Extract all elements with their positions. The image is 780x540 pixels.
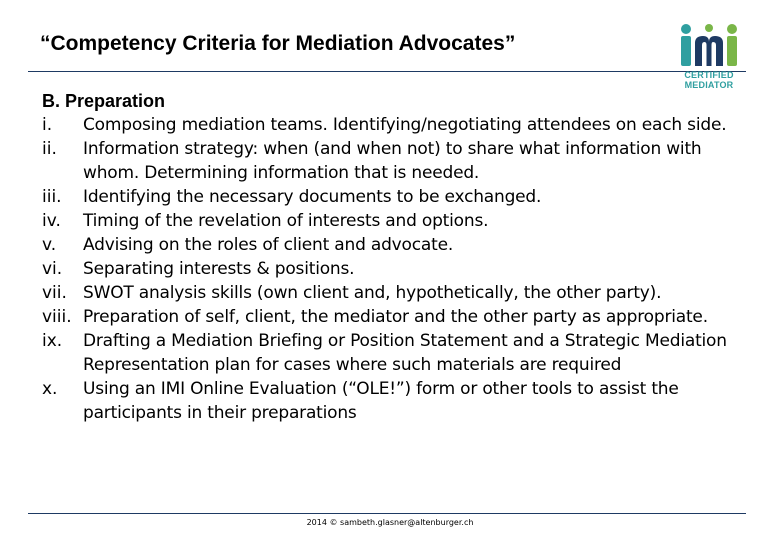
- item-text: Composing mediation teams. Identifying/negotiating attendees on each side.: [83, 115, 727, 135]
- item-text: Identifying the necessary documents to be exchanged.: [83, 187, 542, 207]
- item-number: ix.: [42, 331, 63, 351]
- item-number: v.: [42, 235, 57, 255]
- list-item: [42, 185, 757, 209]
- preparation-section: [42, 89, 757, 425]
- item-text: Using an IMI Online Evaluation (“OLE!”) form or other tools to assist the participants in their preparations: [83, 379, 679, 423]
- item-number: vii.: [42, 283, 67, 303]
- logo-mediator-text: MEDIATOR: [684, 80, 734, 90]
- section-heading: B. Preparation: [42, 91, 166, 111]
- item-number: vi.: [42, 259, 63, 279]
- list-item: [42, 113, 757, 137]
- item-number: viii.: [42, 307, 72, 327]
- list-item: [42, 257, 757, 281]
- imi-logo-mark-icon: [673, 23, 745, 71]
- footer-copyright: 2014 © sambeth.glasner@altenburger.ch: [306, 518, 474, 527]
- item-text: Drafting a Mediation Briefing or Position Statement and a Strategic Mediation Representation plan for cases where such materials are required: [83, 331, 727, 375]
- item-text: Separating interests & positions.: [83, 259, 355, 279]
- item-number: iv.: [42, 211, 61, 231]
- item-text: SWOT analysis skills (own client and, hypothetically, the other party).: [83, 283, 662, 303]
- item-number: ii.: [42, 139, 57, 159]
- list-item: [42, 329, 757, 377]
- item-number: x.: [42, 379, 58, 399]
- list-item: [42, 137, 757, 185]
- list-item: [42, 377, 757, 425]
- item-text: Preparation of self, client, the mediator and the other party as appropriate.: [83, 307, 708, 327]
- title-divider: [28, 71, 746, 72]
- logo-certified-text: CERTIFIED: [684, 70, 734, 80]
- list-item: [42, 305, 757, 329]
- item-number: iii.: [42, 187, 62, 207]
- footer-divider: [28, 513, 746, 514]
- item-text: Information strategy: when (and when not) to share what information with whom. Determining information that is needed.: [83, 139, 702, 183]
- item-number: i.: [42, 115, 53, 135]
- item-text: Advising on the roles of client and advocate.: [83, 235, 454, 255]
- list-item: [42, 209, 757, 233]
- item-text: Timing of the revelation of interests and options.: [83, 211, 489, 231]
- slide-title: “Competency Criteria for Mediation Advocates”: [40, 32, 516, 55]
- list-item: [42, 281, 757, 305]
- list-item: [42, 233, 757, 257]
